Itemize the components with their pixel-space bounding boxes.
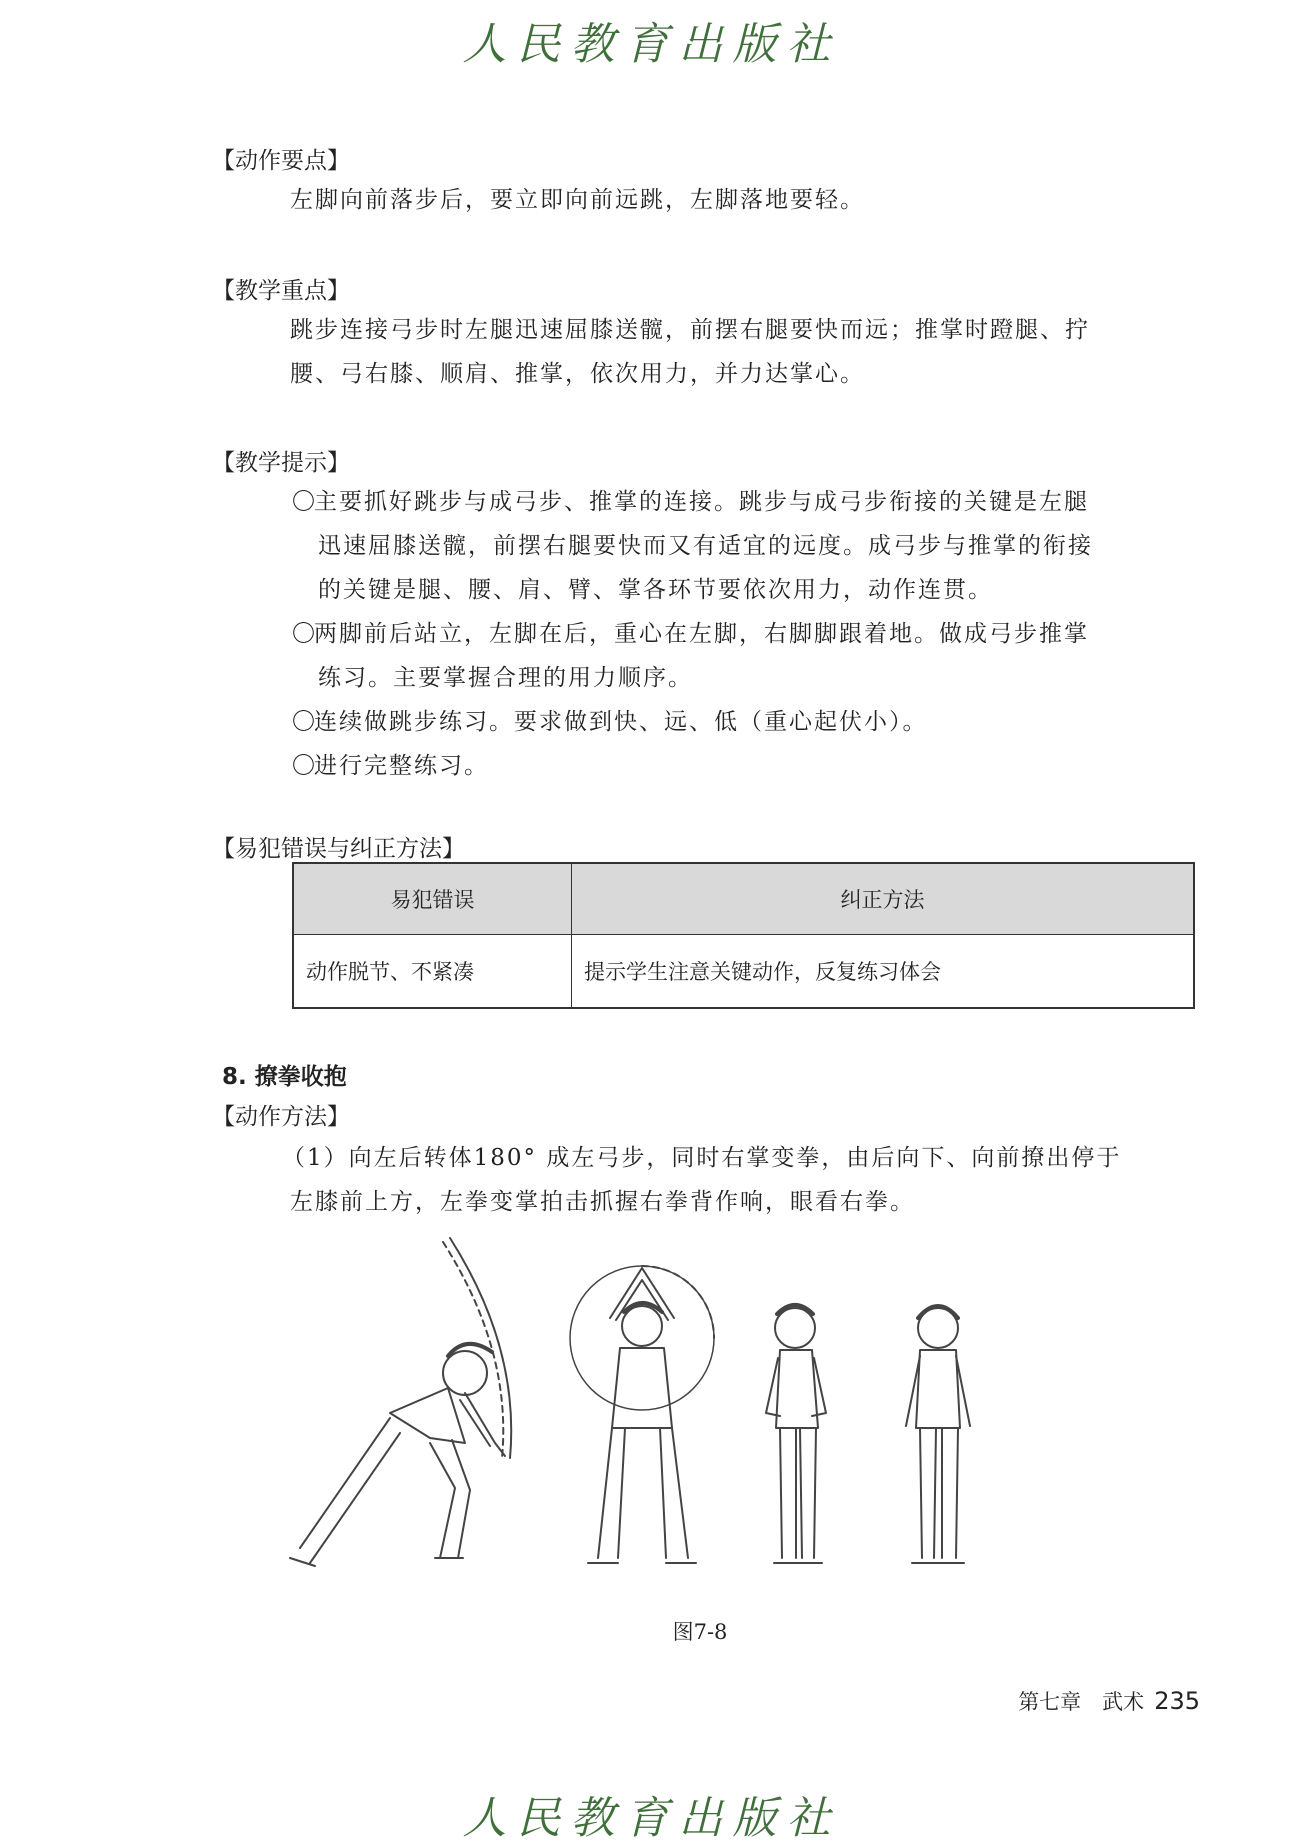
lunge-figure [290, 1238, 511, 1566]
focus-line-2: 腰、弓右膝、顺肩、推掌，依次用力，并力达掌心。 [290, 361, 865, 387]
points-heading: 【动作要点】 [212, 148, 350, 174]
tip-1-line-2: 迅速屈膝送髋，前摆右腿要快而又有适宜的远度。成弓步与推掌的衔接 [318, 533, 1093, 559]
move-8-line-1: （1）向左后转体180° 成左弓步，同时右掌变拳，由后向下、向前撩出停于 [282, 1145, 1122, 1171]
tip-item-2 [292, 612, 1197, 700]
figure-7-8-illustration [280, 1228, 1080, 1598]
errors-table [292, 862, 1195, 1009]
move-8-title: 8. 撩拳收抱 [222, 1064, 347, 1090]
table-row [293, 935, 1194, 1009]
tip-2-line-2: 练习。主要掌握合理的用力顺序。 [318, 665, 693, 691]
move-8-subtitle: 【动作方法】 [212, 1104, 350, 1130]
errors-heading: 【易犯错误与纠正方法】 [212, 836, 465, 862]
publisher-logo-top: 人民教育出版社 [462, 19, 841, 70]
tip-1-line-1: 主要抓好跳步与成弓步、推掌的连接。跳步与成弓步衔接的关键是左腿 [314, 489, 1089, 515]
page-number: 235 [1154, 1687, 1200, 1715]
tip-item-3 [292, 700, 1197, 744]
move-8-line-2: 左膝前上方，左拳变掌拍击抓握右拳背作响，眼看右拳。 [290, 1189, 915, 1215]
standing-side-figure [766, 1305, 826, 1563]
tip-item-1 [292, 480, 1197, 612]
table-header-cell: 易犯错误 [293, 863, 572, 935]
publisher-logo-bottom: 人民教育出版社 [462, 1793, 841, 1844]
points-text: 左脚向前落步后，要立即向前远跳，左脚落地要轻。 [290, 187, 865, 213]
tip-4-line-1: 进行完整练习。 [314, 753, 489, 779]
circle-bullet-icon: 〇 [292, 753, 317, 779]
figure-caption: 图7-8 [672, 1620, 728, 1644]
circle-bullet-icon: 〇 [292, 709, 317, 735]
footer-chapter: 第七章 武术 [1018, 1690, 1145, 1714]
table-header-row [293, 863, 1194, 935]
tip-1-line-3: 的关键是腿、腰、肩、臂、掌各环节要依次用力，动作连贯。 [318, 577, 993, 603]
table-header-cell: 纠正方法 [572, 863, 1195, 935]
tip-item-4 [292, 744, 1197, 788]
circle-bullet-icon: 〇 [292, 621, 317, 647]
tips-heading: 【教学提示】 [212, 450, 350, 476]
focus-heading: 【教学重点】 [212, 278, 350, 304]
page-footer [1018, 1686, 1200, 1716]
standing-front-figure [906, 1306, 970, 1563]
focus-line-1: 跳步连接弓步时左腿迅速屈膝送髋，前摆右腿要快而远；推掌时蹬腿、拧 [290, 317, 1090, 343]
circle-bullet-icon: 〇 [292, 489, 317, 515]
tip-2-line-1: 两脚前后站立，左脚在后，重心在左脚，右脚脚跟着地。做成弓步推掌 [314, 621, 1089, 647]
overhead-figure [570, 1266, 714, 1563]
table-cell: 提示学生注意关键动作，反复练习体会 [572, 935, 1195, 1009]
table-cell: 动作脱节、不紧凑 [293, 935, 572, 1009]
tip-3-line-1: 连续做跳步练习。要求做到快、远、低（重心起伏小）。 [314, 709, 928, 735]
